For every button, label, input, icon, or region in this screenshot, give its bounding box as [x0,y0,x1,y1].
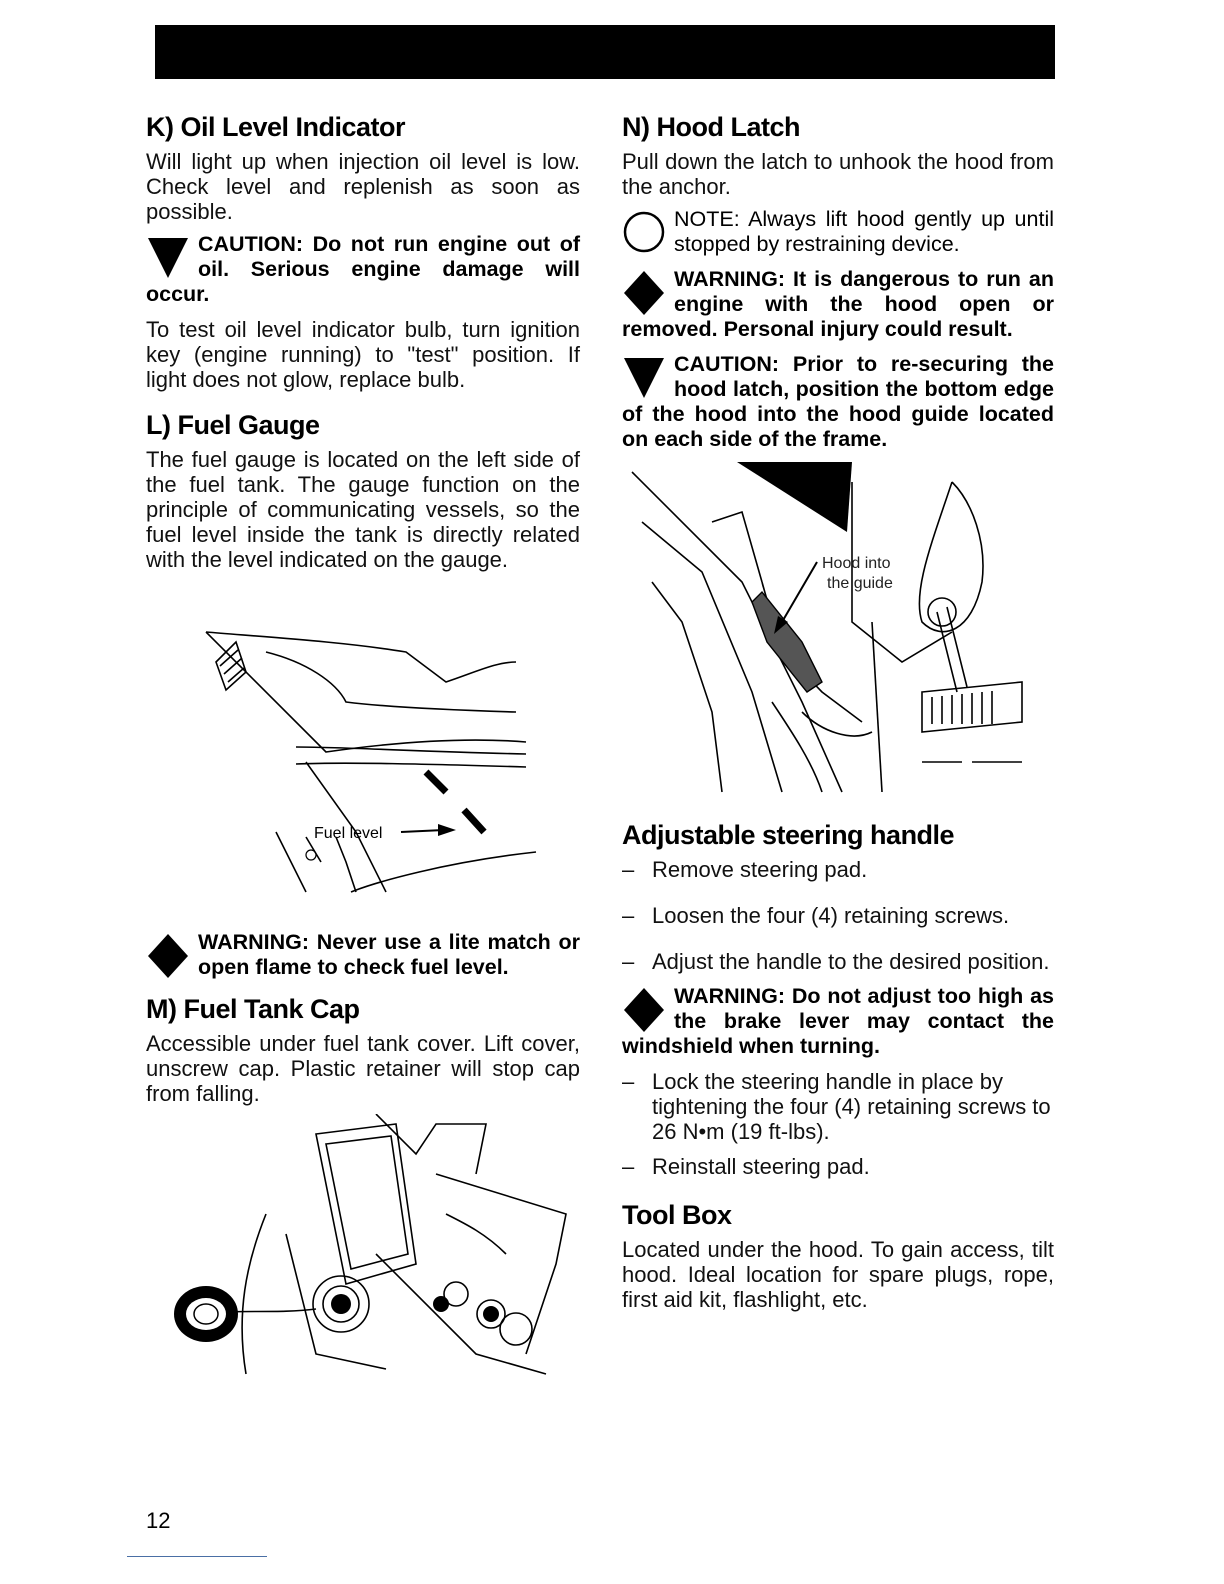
bullet-dash: – [622,949,635,974]
steering-title: Adjustable steering handle [622,820,955,850]
warning-diamond-icon [622,986,666,1032]
steering-steps [622,857,1054,974]
bullet-dash: – [622,1154,635,1179]
step-text: Adjust the handle to the desired position. [652,949,1050,974]
fuel-tank-cap-illustration [146,1114,580,1384]
list-item [622,1154,1054,1179]
step-text: Loosen the four (4) retaining screws. [652,903,1010,928]
list-item [622,903,1054,928]
oil-test-text: To test oil level indicator bulb, turn ignition key (engine running) to "test" position. If light does not glow, replace bulb. [146,317,580,392]
page-number: 12 [146,1508,171,1533]
hood-latch-text: Pull down the latch to unhook the hood from the anchor. [622,149,1054,199]
bullet-dash: – [622,1069,635,1094]
steering-steps-2 [622,1069,1054,1179]
hood-guide-label-2: the guide [827,575,893,592]
tool-box-title: Tool Box [622,1200,732,1230]
steering-warning-text: WARNING: Do not adjust too high as the brake lever may contact the windshield when turning. [622,984,1054,1058]
warning-diamond-icon [146,932,190,978]
fuel-gauge-text: The fuel gauge is located on the left side of the fuel tank. The gauge function on the principle of communicating vessels, so the fuel level inside the tank is directly related with the level indicated on the gauge. [146,447,580,572]
hood-note [622,207,1054,257]
warning-diamond-icon [622,269,666,315]
step-text: Reinstall steering pad. [652,1154,870,1179]
fuel-warning [146,930,580,980]
steering-warning [622,984,1054,1059]
hood-caution-text: CAUTION: Prior to re-securing the hood latch, position the bottom edge of the hood into the hood guide located on each side of the frame. [622,352,1054,451]
hood-note-text: NOTE: Always lift hood gently up until stopped by restraining device. [674,207,1054,256]
hood-latch-title: N) Hood Latch [622,112,800,142]
oil-level-title: K) Oil Level Indicator [146,112,406,142]
oil-level-text: Will light up when injection oil level is low. Check level and replenish as soon as possible. [146,149,580,224]
caution-triangle-icon [622,354,666,400]
list-item [622,857,1054,882]
fuel-level-label: Fuel level [314,825,383,842]
fuel-warning-text: WARNING: Never use a lite match or open flame to check fuel level. [198,930,580,979]
left-column [146,112,580,1384]
caution-triangle-icon [146,234,190,280]
fuel-gauge-illustration [146,592,580,912]
footer-line [127,1556,267,1557]
header-bar [155,25,1055,79]
hood-guide-illustration [622,462,1054,802]
list-item [622,1069,1054,1144]
step-text: Remove steering pad. [652,857,868,882]
hood-warning [622,267,1054,342]
fuel-tank-cap-title: M) Fuel Tank Cap [146,994,360,1024]
fuel-tank-cap-text: Accessible under fuel tank cover. Lift cover, unscrew cap. Plastic retainer will stop cap from falling. [146,1031,580,1106]
hood-caution [622,352,1054,452]
fuel-gauge-title: L) Fuel Gauge [146,410,320,440]
bullet-dash: – [622,857,635,882]
bullet-dash: – [622,903,635,928]
tool-box-text: Located under the hood. To gain access, tilt hood. Ideal location for spare plugs, rope, first aid kit, flashlight, etc. [622,1237,1054,1312]
hood-warning-text: WARNING: It is dangerous to run an engine with the hood open or removed. Personal injury could result. [622,267,1054,341]
oil-caution [146,232,580,307]
right-column [622,112,1054,1320]
note-circle-icon [622,209,666,255]
list-item [622,949,1054,974]
hood-guide-label-1: Hood into [822,555,891,572]
step-text: Lock the steering handle in place by tightening the four (4) retaining screws to 26 N•m (19 ft-lbs). [652,1069,1051,1144]
oil-caution-text: CAUTION: Do not run engine out of oil. Serious engine damage will occur. [146,232,580,306]
